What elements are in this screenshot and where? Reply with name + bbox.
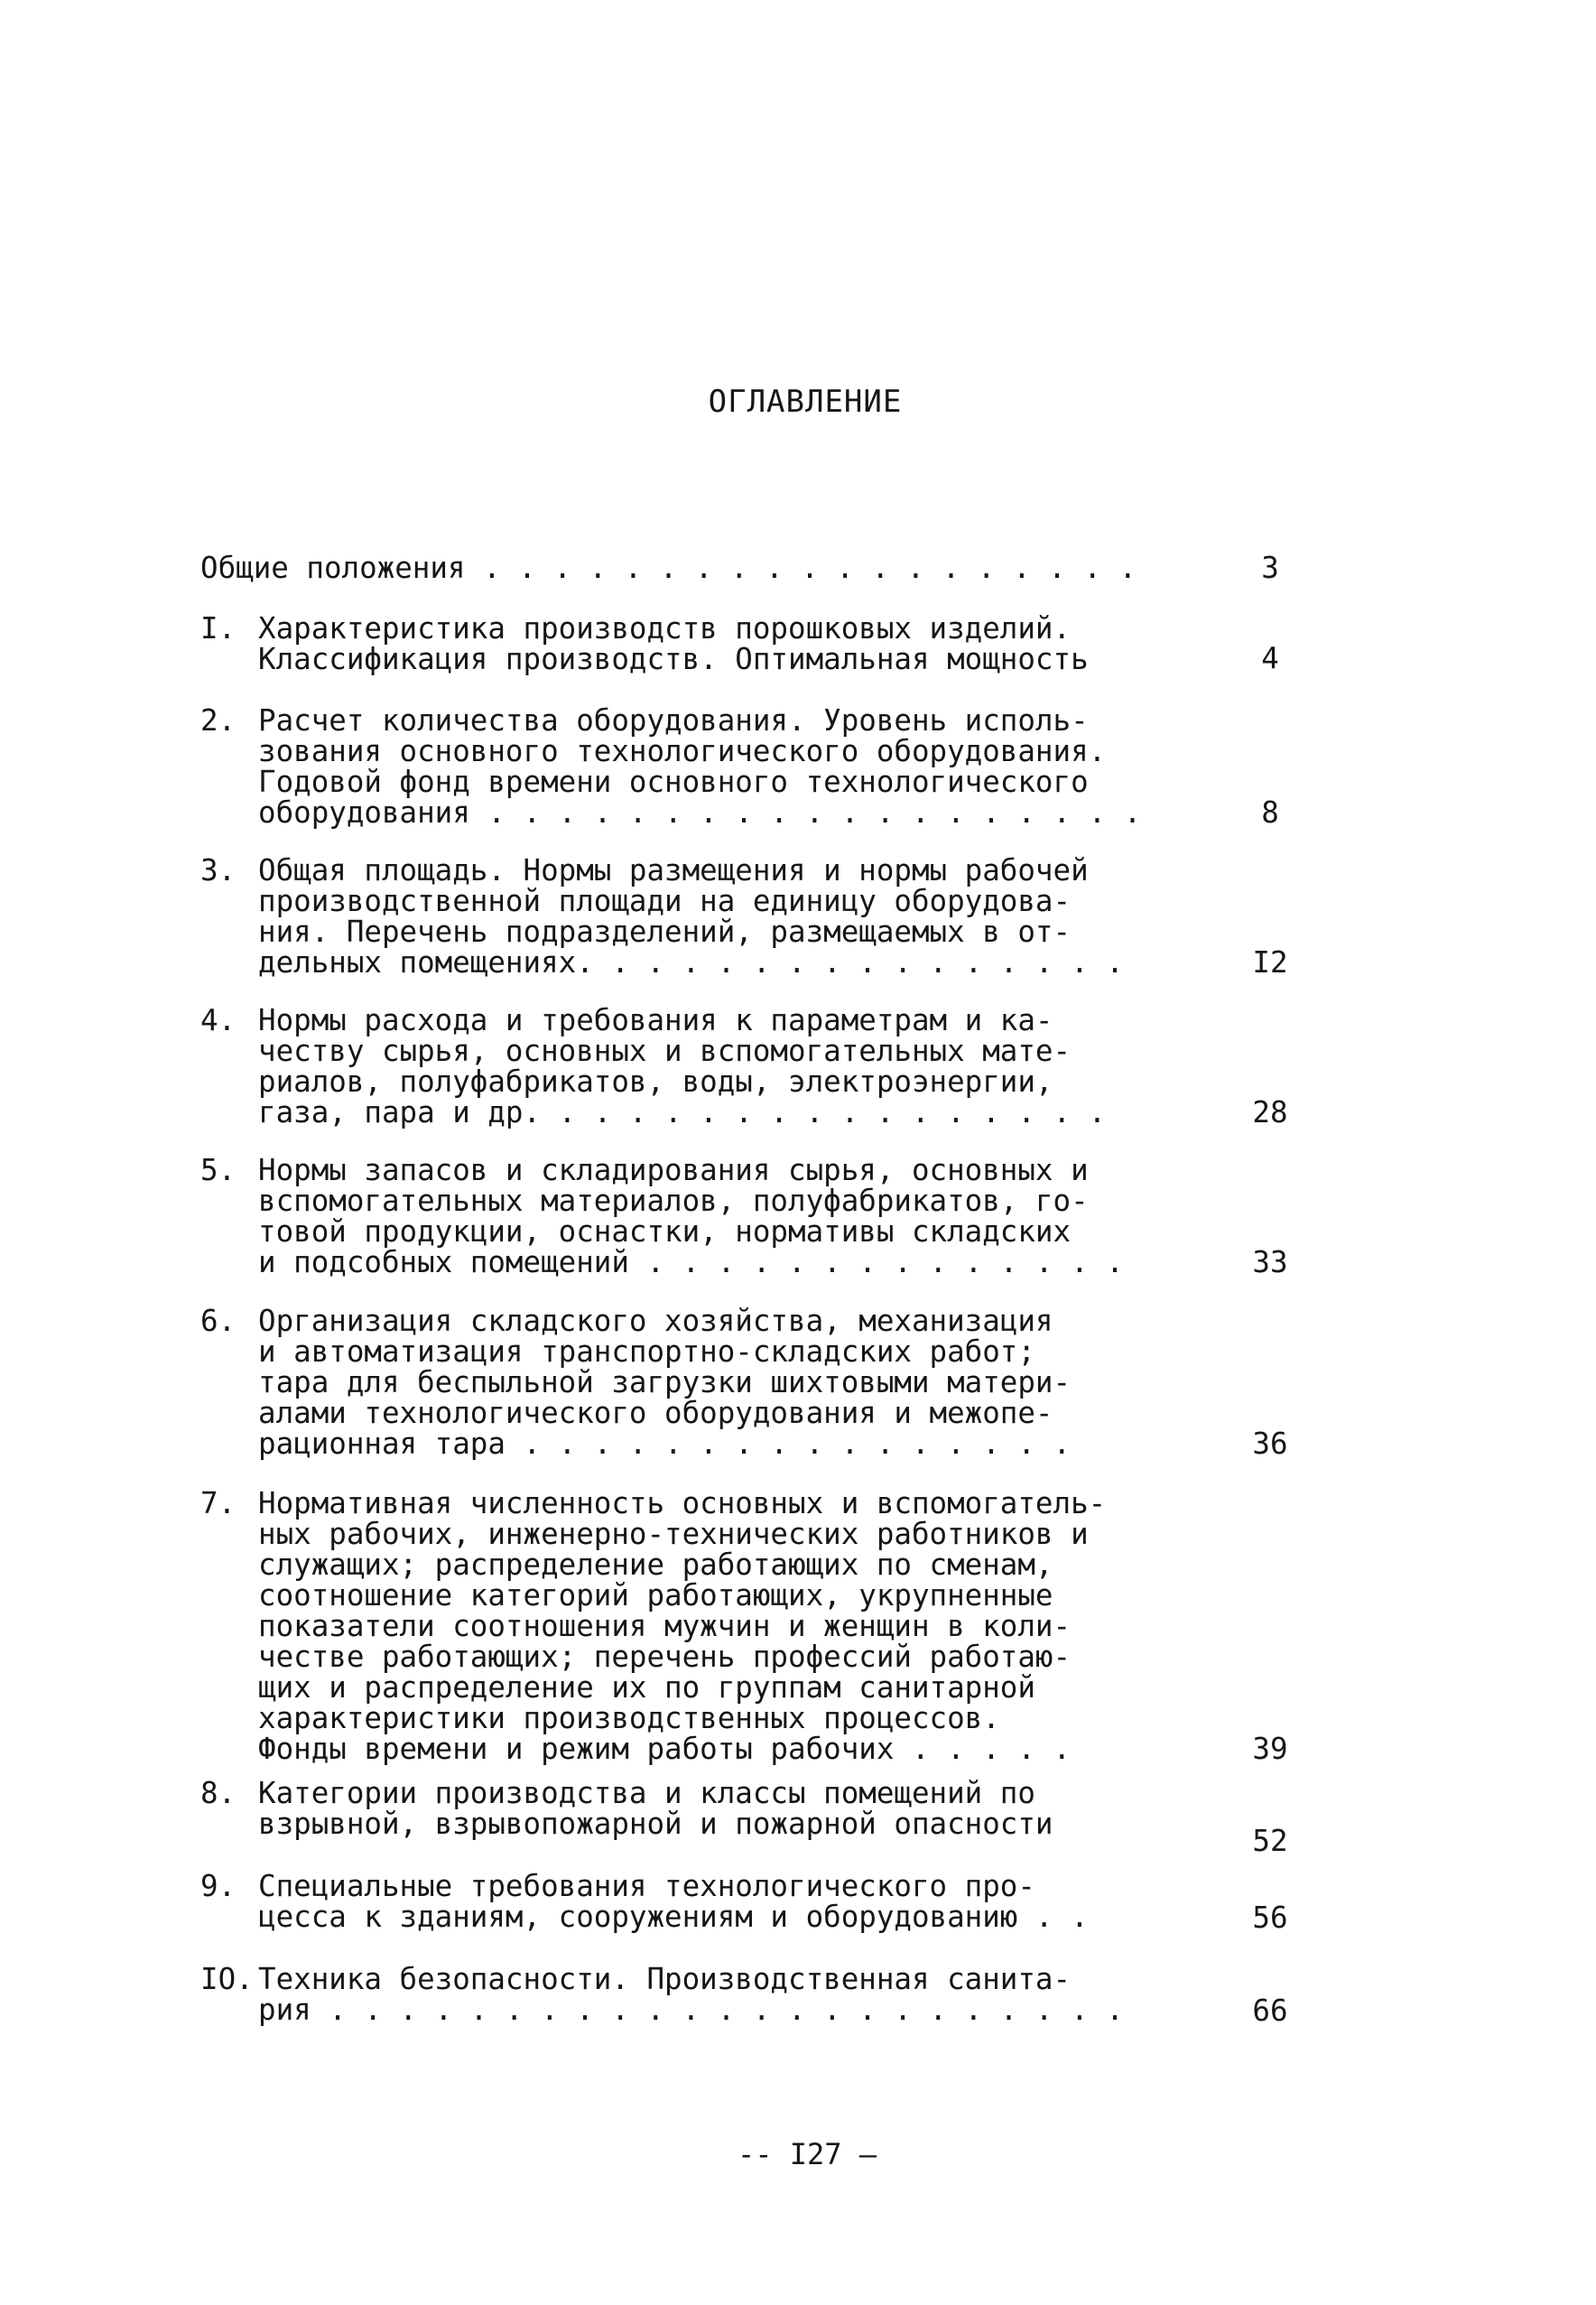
toc-entry-title-line: товой продукции, оснастки, нормативы складских [258,1214,1072,1249]
toc-entry-title-line: цесса к зданиям, сооружениям и оборудованию . . [258,1900,1089,1934]
toc-entry-title-line: Нормы запасов и складирования сырья, основных и [258,1153,1089,1187]
toc-entry-title [258,1962,1369,2028]
toc-entry-title-line: и автоматизация транспортно-складских работ; [258,1334,1035,1369]
toc-entry-title-line: Нормативная численность основных и вспомогатель- [258,1486,1107,1520]
toc-entry-page: I2 [1252,945,1288,980]
page-number: -- I27 — [737,2137,877,2171]
toc-entry-title-line: зования основного технологического оборудования. [258,734,1107,768]
toc-entry-title-line: Характеристика производств порошковых изделий. [258,611,1072,646]
toc-entry-page: 52 [1252,1824,1288,1858]
toc-entry-page: 66 [1252,1994,1288,2028]
toc-entry-title-line: служащих; распределение работающих по сменам, [258,1548,1053,1582]
toc-entry-title-line: Классификация производств. Оптимальная мощность [258,642,1089,676]
toc-entry-title-line: Годовой фонд времени основного технологического [258,765,1089,799]
toc-entry-title [258,613,1369,674]
toc-entry-title-line: дельных помещениях. . . . . . . . . . . . . . . . [258,945,1124,980]
toc-entry-number: 2. [200,703,237,738]
toc-entry-number: 7. [200,1486,237,1520]
toc-entry-title-line: Фонды времени и режим работы рабочих . . . . . [258,1732,1072,1766]
toc-entry-title-line: характеристики производственных процессов. [258,1701,1000,1735]
toc-entry-title [258,1488,1369,1764]
toc-entry-title-line: рия . . . . . . . . . . . . . . . . . . . . . . . [258,1993,1124,2027]
toc-entry-title-line: Специальные требования технологического про- [258,1869,1035,1903]
toc-entry-title-line: соотношение категорий работающих, укрупненные [258,1578,1053,1613]
toc-entry-number: 9. [200,1869,237,1903]
toc-entry-title [258,1869,1369,1935]
toc-entry-title-line: честву сырья, основных и вспомогательных мате- [258,1034,1072,1068]
toc-entry-title-line: алами технологического оборудования и межопе- [258,1396,1053,1430]
toc-entry-page: 36 [1252,1427,1288,1461]
toc-entry-number: IO. [200,1962,254,1996]
toc-entry-title-line: оборудования . . . . . . . . . . . . . . . . . . . [258,795,1142,830]
toc-entry-title-line: Организация складского хозяйства, механизация [258,1304,1053,1338]
toc-entry-page: 3 [1261,551,1279,585]
toc-entry-title-line: производственной площади на единицу оборудова- [258,884,1072,918]
toc-entry-title [258,1306,1369,1459]
toc-entry-title-line: тара для беспыльной загрузки шихтовыми матери- [258,1365,1072,1399]
toc-entry-title [258,1005,1369,1128]
toc-entry-title-line: рационная тара . . . . . . . . . . . . . . . . [258,1427,1072,1461]
toc-entry-title-line: Категории производства и классы помещений по [258,1776,1035,1810]
toc-entry-title [258,1778,1369,1839]
toc-entry-title-line: Нормы расхода и требования к параметрам и ка- [258,1003,1053,1037]
toc-entry-title [258,705,1369,828]
toc-entry-title-line: ния. Перечень подразделений, размещаемых в от- [258,915,1072,949]
toc-entry-title-line: и подсобных помещений . . . . . . . . . . . . . . [258,1245,1124,1279]
toc-entry-title [200,553,1311,583]
toc-entry-page: 33 [1252,1245,1288,1279]
toc-entry-number: 6. [200,1304,237,1338]
toc-entry-page: 4 [1261,641,1279,675]
toc-entry-number: I. [200,611,237,646]
toc-entry-title-line: Расчет количества оборудования. Уровень исполь- [258,703,1089,738]
toc-entry-title-line: взрывной, взрывопожарной и пожарной опасности [258,1807,1053,1841]
toc-entry-title-line: риалов, полуфабрикатов, воды, электроэнергии, [258,1064,1053,1099]
toc-entry-number: 5. [200,1153,237,1187]
toc-entry-title [258,1155,1369,1278]
toc-entry-title-line: вспомогательных материалов, полуфабрикатов, го- [258,1184,1089,1218]
toc-entry-page: 8 [1261,795,1279,830]
toc-entry-title-line: Техника безопасности. Производственная санита- [258,1962,1072,1996]
toc-entry-number: 3. [200,853,237,888]
toc-entry-title-line: Общая площадь. Нормы размещения и нормы рабочей [258,853,1089,888]
toc-entry-page: 39 [1252,1732,1288,1766]
toc-entry-title-line: ных рабочих, инженерно-технических работников и [258,1517,1089,1551]
toc-entry-page: 28 [1252,1095,1288,1129]
toc-entry-title-line: показатели соотношения мужчин и женщин в коли- [258,1609,1072,1643]
toc-entry-title-line: честве работающих; перечень профессий работаю- [258,1640,1072,1674]
toc-entry-page: 56 [1252,1901,1288,1935]
toc-entry-title [258,855,1369,978]
toc-entry-number: 8. [200,1776,237,1810]
toc-entry-number: 4. [200,1003,237,1037]
page-title: ОГЛАВЛЕНИЕ [708,384,903,420]
toc-entry-title-line: газа, пара и др. . . . . . . . . . . . . . . . . [258,1095,1107,1129]
toc-entry-title-line: Общие положения . . . . . . . . . . . . . . . . . . . [200,551,1137,585]
toc-entry-title-line: щих и распределение их по группам санитарной [258,1670,1035,1705]
